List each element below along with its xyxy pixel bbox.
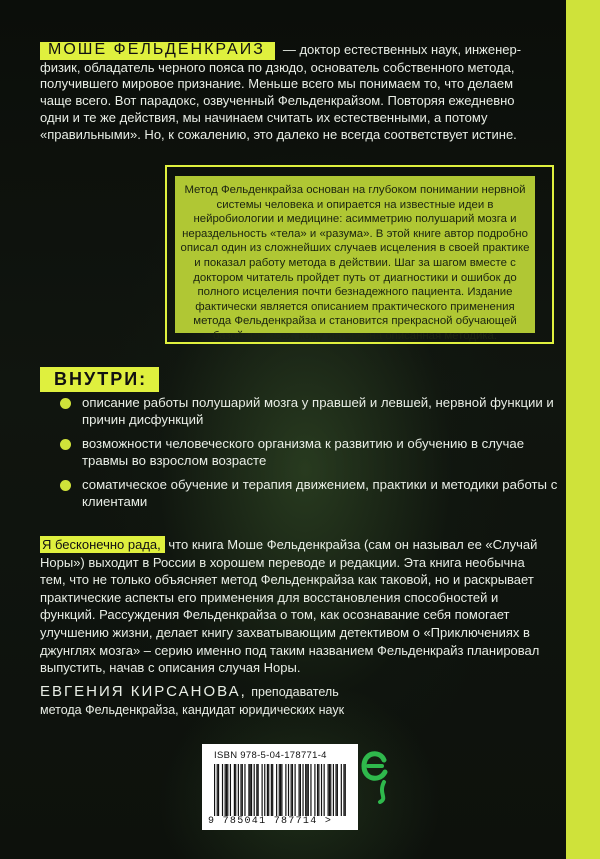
quote-text: что книга Моше Фельденкрайза (сам он называл ее «Случай Норы») выходит в России в хорошем переводе и редакции. Эта книга необычна тем, что не только объясняет метод Фельденкрайза как таковой, но и раскрывает практические аспекты его применения для восстановления способностей и функций. Рассуждения Фельденкрайза о том, как осознавание себя помогает улучшению жизни, делает книгу захватывающим детективом о «Приключениях в джунглях мозга» – серию именно под таким названием Фельденкрайз планировал выпустить, начав с описания случая Норы. (40, 537, 540, 676)
barcode-bar (242, 764, 243, 816)
barcode-bar (230, 764, 231, 816)
intro-paragraph (40, 42, 545, 143)
barcode-bar (317, 764, 318, 816)
barcode-bar (335, 764, 336, 816)
barcode-bar (310, 764, 311, 816)
barcode-bar (258, 764, 259, 816)
barcode-bar (240, 764, 241, 816)
barcode-bar (279, 764, 280, 816)
reviewer-signature (40, 683, 560, 717)
barcode-bar (262, 764, 263, 816)
barcode-bar (305, 764, 306, 816)
barcode-bar (337, 764, 338, 816)
barcode-bar (250, 764, 251, 816)
isbn-barcode (202, 744, 358, 830)
barcode-bars (214, 764, 346, 816)
summary-text: Метод Фельденкрайза основан на глубоком понимании нервной системы человека и опирается на известные идеи в нейробиологии и медицине: асимметрию полушарий мозга и нераздельность «тела» и «разума». В этой книге автор подробно описал один из сложнейших случаев исцеления в своей практике и показал работу метода в действии. Шаг за шагом вместе с доктором читатель пройдет путь от диагностики и ошибок до полного исцеления почти безнадежного пациента. Издание фактически является описанием практического применения метода Фельденкрайза и становится прекрасной обучающей базой для всех, кому интересна описанная методика. (180, 184, 530, 342)
barcode-bar (318, 764, 319, 816)
inside-list-item (60, 395, 572, 429)
eksmo-logo-icon (360, 748, 390, 804)
barcode-bar (328, 764, 329, 816)
barcode-bar (267, 764, 268, 816)
barcode-bar (238, 764, 239, 816)
accent-stripe (566, 0, 600, 859)
barcode-bar (214, 764, 215, 816)
barcode-bar (324, 764, 325, 816)
bullet-dot-icon (60, 398, 71, 409)
barcode-bar (308, 764, 309, 816)
review-quote (40, 536, 550, 677)
barcode-bar (251, 764, 252, 816)
reviewer-role-line2: метода Фельденкрайза, кандидат юридических наук (40, 703, 345, 717)
barcode-bar (276, 764, 277, 816)
barcode-bar (291, 764, 292, 816)
barcode-bar (225, 764, 226, 816)
barcode-bar (281, 764, 282, 816)
isbn-number: ISBN 978-5-04-178771-4 (214, 750, 327, 761)
barcode-bar (288, 764, 289, 816)
barcode-bar (295, 764, 296, 816)
barcode-bar (306, 764, 307, 816)
barcode-bar (330, 764, 331, 816)
barcode-bar (248, 764, 249, 816)
barcode-bar (343, 764, 344, 816)
barcode-bar (272, 764, 273, 816)
barcode-bar (217, 764, 218, 816)
barcode-bar (222, 764, 223, 816)
author-name-tag: МОШЕ ФЕЛЬДЕНКРАЙЗ (40, 42, 275, 60)
inside-list-item (60, 477, 572, 511)
barcode-bar (226, 764, 227, 816)
reviewer-role-line1: преподаватель (251, 685, 339, 699)
barcode-bar (300, 764, 301, 816)
barcode-bar (264, 764, 265, 816)
inside-item-text: возможности человеческого организма к развитию и обучению в случае травмы во взрослом возрасте (82, 436, 525, 468)
barcode-bar (218, 764, 219, 816)
inside-list-item (60, 436, 572, 470)
barcode-bar (234, 764, 235, 816)
barcode-bar (292, 764, 293, 816)
barcode-bar (280, 764, 281, 816)
barcode-bar (321, 764, 322, 816)
barcode-bar (333, 764, 334, 816)
inside-heading: ВНУТРИ: (40, 367, 159, 392)
barcode-bar (285, 764, 286, 816)
barcode-bar (254, 764, 255, 816)
barcode-bar (298, 764, 299, 816)
barcode-bar (345, 764, 346, 816)
quote-highlight: Я бесконечно рада, (40, 536, 165, 553)
barcode-bar (227, 764, 228, 816)
inside-item-text: описание работы полушарий мозга у правшей и левшей, нервной функции и причин дисфункций (82, 395, 554, 427)
barcode-bar (314, 764, 315, 816)
barcode-bar (268, 764, 269, 816)
barcode-bar (244, 764, 245, 816)
bullet-dot-icon (60, 480, 71, 491)
barcode-bar (329, 764, 330, 816)
barcode-bar (235, 764, 236, 816)
inside-item-text: соматическое обучение и терапия движением, практики и методики работы с клиентами (82, 477, 558, 509)
bullet-dot-icon (60, 439, 71, 450)
barcode-bar (256, 764, 257, 816)
barcode-bar (341, 764, 342, 816)
barcode-digits: 9 785041 787714 > (208, 816, 333, 827)
reviewer-name: ЕВГЕНИЯ КИРСАНОВА, (40, 683, 247, 700)
barcode-bar (302, 764, 303, 816)
intro-text: — доктор естественных наук, инженер-физик, обладатель черного пояса по дзюдо, основатель собственного метода, получившего мировое признание. Меньше всего мы понимаем то, что делаем чаще всего. Вот парадокс, озвученный Фельденкрайзом. Повторяя ежедневно одни и те же действия, мы начинаем считать их естественными, а потому «правильными». Но, к сожалению, это далеко не всегда соответствует истине. (40, 42, 522, 142)
barcode-bar (271, 764, 272, 816)
